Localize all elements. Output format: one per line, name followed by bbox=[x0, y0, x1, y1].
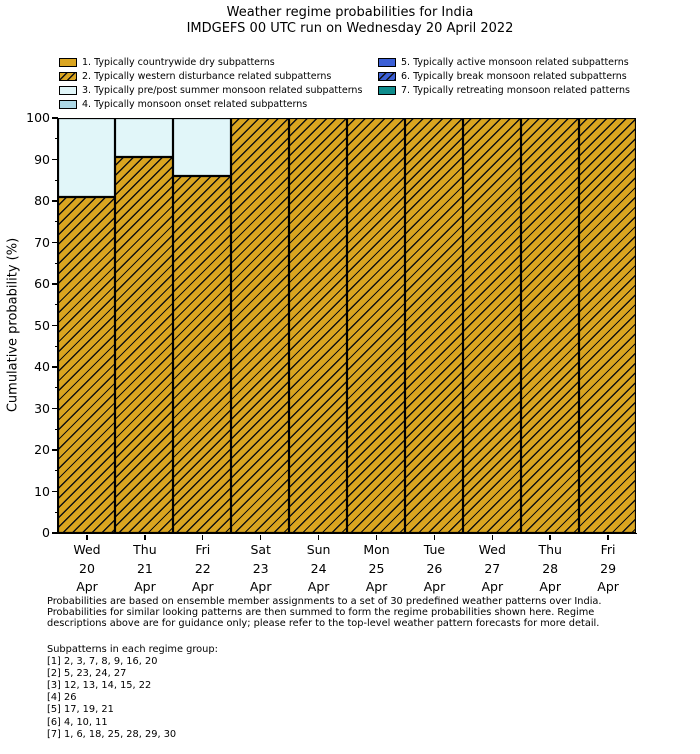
y-axis-label: Cumulative probability (%) bbox=[5, 237, 21, 413]
x-tick-label bbox=[521, 541, 579, 597]
y-tick-label: 40 bbox=[34, 359, 50, 374]
x-tick-label bbox=[116, 541, 174, 597]
subpattern-line: [1] 2, 3, 7, 8, 9, 16, 20 bbox=[47, 656, 158, 668]
stacked-bar bbox=[405, 118, 463, 533]
y-minor-tick bbox=[55, 470, 59, 471]
legend-swatch-icon bbox=[59, 72, 77, 81]
y-tick-label: 90 bbox=[34, 151, 50, 167]
bar-segment bbox=[115, 157, 173, 533]
legend-item-label: 6. Typically break monsoon related subpatterns bbox=[401, 70, 627, 82]
legend-item-label: 3. Typically pre/post summer monsoon related subpatterns bbox=[82, 84, 363, 96]
legend-col-left bbox=[59, 55, 362, 111]
x-tick bbox=[86, 535, 87, 540]
x-tick-label-line: Apr bbox=[597, 579, 619, 594]
stacked-bar bbox=[289, 118, 347, 533]
x-tick-label-line: Thu bbox=[133, 542, 157, 557]
legend-item-label: 7. Typically retreating monsoon related patterns bbox=[401, 84, 630, 96]
stacked-bar bbox=[115, 118, 173, 533]
x-tick bbox=[202, 535, 203, 540]
x-tick-label bbox=[405, 541, 463, 597]
bar-segment bbox=[289, 118, 347, 533]
y-minor-tick bbox=[55, 221, 59, 222]
legend-item bbox=[59, 97, 362, 111]
subpatterns-block bbox=[47, 644, 218, 741]
y-tick-label: 80 bbox=[34, 193, 50, 208]
subpatterns-heading: Subpatterns in each regime group: bbox=[47, 644, 218, 655]
x-tick-label-line: Thu bbox=[538, 542, 562, 557]
y-minor-tick bbox=[55, 387, 59, 388]
y-minor-tick bbox=[55, 180, 59, 181]
legend-item bbox=[59, 69, 362, 83]
legend-item-label: 4. Typically monsoon onset related subpatterns bbox=[82, 98, 308, 110]
stacked-bar bbox=[347, 118, 405, 533]
x-tick-label-line: 20 bbox=[79, 560, 95, 576]
y-tick-label: 20 bbox=[34, 442, 50, 457]
x-tick bbox=[376, 535, 377, 540]
x-tick-label bbox=[174, 541, 232, 597]
y-tick-label: 60 bbox=[34, 276, 50, 291]
x-tick bbox=[492, 535, 493, 540]
legend-swatch-icon bbox=[378, 86, 396, 95]
y-tick bbox=[52, 283, 58, 284]
x-tick-label bbox=[348, 541, 406, 597]
y-tick-label: 30 bbox=[34, 400, 50, 416]
stacked-bar bbox=[231, 118, 289, 533]
bar-segment bbox=[173, 176, 231, 533]
legend-item-label: 2. Typically western disturbance related subpatterns bbox=[82, 70, 332, 82]
subpattern-line: [3] 12, 13, 14, 15, 22 bbox=[47, 680, 152, 692]
bar-segment bbox=[115, 118, 173, 157]
y-tick bbox=[52, 159, 58, 160]
x-tick-label-line: Mon bbox=[363, 542, 390, 557]
y-tick bbox=[52, 532, 58, 533]
bar-segment bbox=[405, 118, 463, 533]
x-tick-label-line: Apr bbox=[76, 579, 98, 594]
legend-item bbox=[59, 83, 362, 97]
y-tick bbox=[52, 242, 58, 243]
bar-segment bbox=[231, 118, 289, 533]
x-tick-label-line: Apr bbox=[191, 579, 214, 594]
subpattern-line: [4] 26 bbox=[47, 692, 77, 704]
x-tick-label-line: Apr bbox=[307, 579, 330, 594]
y-tick bbox=[52, 491, 58, 492]
x-tick-label-line: 25 bbox=[368, 560, 385, 576]
legend-swatch-icon bbox=[378, 58, 396, 67]
legend-swatch-icon bbox=[59, 58, 77, 67]
x-tick-label bbox=[463, 541, 521, 597]
x-tick-label-line: Apr bbox=[249, 579, 272, 594]
legend-swatch-icon bbox=[378, 72, 396, 81]
legend-col-right bbox=[378, 55, 630, 97]
stacked-bar bbox=[463, 118, 521, 533]
chart-title: Weather regime probabilities for India bbox=[226, 5, 474, 20]
bar-segment bbox=[58, 118, 116, 197]
footer-line: Probabilities for similar looking patterns are then summed to form the regime probabilities shown here. Regime bbox=[47, 607, 595, 619]
x-tick bbox=[434, 535, 435, 540]
footer-note bbox=[47, 596, 602, 630]
x-tick-label-line: Sat bbox=[250, 542, 271, 557]
y-tick-label: 0 bbox=[42, 525, 50, 540]
subpattern-line: [2] 5, 23, 24, 27 bbox=[47, 668, 127, 680]
x-tick-label-line: 24 bbox=[310, 560, 327, 576]
legend-item bbox=[378, 55, 630, 69]
x-tick-label-line: 29 bbox=[600, 560, 617, 576]
stacked-bar bbox=[579, 118, 637, 533]
x-tick-label-line: Tue bbox=[423, 542, 446, 557]
x-tick-label bbox=[232, 541, 290, 597]
subpattern-line: [7] 1, 6, 18, 25, 28, 29, 30 bbox=[47, 728, 177, 740]
stacked-bar bbox=[58, 118, 116, 533]
x-tick-label-line: Wed bbox=[478, 542, 506, 557]
y-tick-label: 70 bbox=[34, 234, 50, 250]
x-tick-label-line: Sun bbox=[306, 542, 331, 557]
legend-swatch-icon bbox=[59, 86, 77, 95]
y-tick bbox=[52, 408, 58, 409]
y-tick bbox=[52, 200, 58, 201]
y-tick bbox=[52, 117, 58, 118]
bar-segment bbox=[347, 118, 405, 533]
legend-item bbox=[378, 83, 630, 97]
x-tick-label bbox=[58, 541, 116, 597]
plot-area bbox=[57, 118, 637, 534]
x-tick-label-line: Apr bbox=[365, 579, 388, 594]
x-tick bbox=[144, 535, 145, 540]
y-tick bbox=[52, 325, 58, 326]
x-tick bbox=[260, 535, 261, 540]
x-tick bbox=[318, 535, 319, 540]
x-tick-label-line: Apr bbox=[134, 579, 156, 594]
x-tick-label-line: Apr bbox=[539, 579, 561, 594]
x-tick-label-line: Fri bbox=[600, 542, 616, 557]
subpattern-line: [5] 17, 19, 21 bbox=[47, 704, 114, 716]
x-tick-label-line: 21 bbox=[136, 560, 153, 576]
y-tick-label: 50 bbox=[34, 317, 50, 333]
x-tick bbox=[607, 535, 608, 540]
footer-line: descriptions above are for guidance only; please refer to the top-level weather pattern forecasts for more detail. bbox=[47, 618, 600, 630]
bar-segment bbox=[521, 118, 579, 533]
x-tick-label-line: 27 bbox=[484, 560, 501, 576]
x-tick-label-line: 28 bbox=[542, 560, 559, 576]
legend-swatch-icon bbox=[59, 100, 77, 109]
y-tick-label: 10 bbox=[34, 483, 50, 499]
x-tick-label-line: Apr bbox=[481, 579, 504, 594]
x-tick-label-line: 23 bbox=[252, 560, 269, 576]
x-tick-label-line: 22 bbox=[194, 560, 211, 576]
x-tick-label bbox=[579, 541, 637, 597]
stacked-bar bbox=[173, 118, 231, 533]
legend-item bbox=[59, 55, 362, 69]
x-tick-label-line: 26 bbox=[426, 560, 443, 576]
subpattern-line: [6] 4, 10, 11 bbox=[47, 716, 108, 728]
legend-item-label: 1. Typically countrywide dry subpatterns bbox=[82, 56, 275, 68]
x-tick bbox=[549, 535, 550, 540]
x-tick-label-line: Wed bbox=[73, 542, 101, 557]
bar-segment bbox=[173, 118, 231, 176]
bar-segment bbox=[58, 197, 116, 533]
chart-subtitle: IMDGEFS 00 UTC run on Wednesday 20 April 2022 bbox=[186, 21, 514, 36]
y-minor-tick bbox=[55, 512, 59, 513]
y-minor-tick bbox=[55, 304, 59, 305]
x-tick-label-line: Apr bbox=[423, 579, 446, 594]
legend-item bbox=[378, 69, 630, 83]
legend-item-label: 5. Typically active monsoon related subpatterns bbox=[401, 56, 629, 68]
bar-segment bbox=[463, 118, 521, 533]
y-tick-label: 100 bbox=[26, 110, 50, 125]
y-minor-tick bbox=[55, 263, 59, 264]
y-minor-tick bbox=[55, 429, 59, 430]
y-minor-tick bbox=[55, 346, 59, 347]
bar-segment bbox=[579, 118, 637, 533]
y-minor-tick bbox=[55, 138, 59, 139]
footer-line: Probabilities are based on ensemble member assignments to a set of 30 predefined weather patterns over India. bbox=[47, 596, 602, 607]
x-tick-label bbox=[290, 541, 348, 597]
stacked-bar bbox=[521, 118, 579, 533]
y-tick bbox=[52, 366, 58, 367]
x-tick-label-line: Fri bbox=[195, 542, 211, 557]
y-tick bbox=[52, 449, 58, 450]
